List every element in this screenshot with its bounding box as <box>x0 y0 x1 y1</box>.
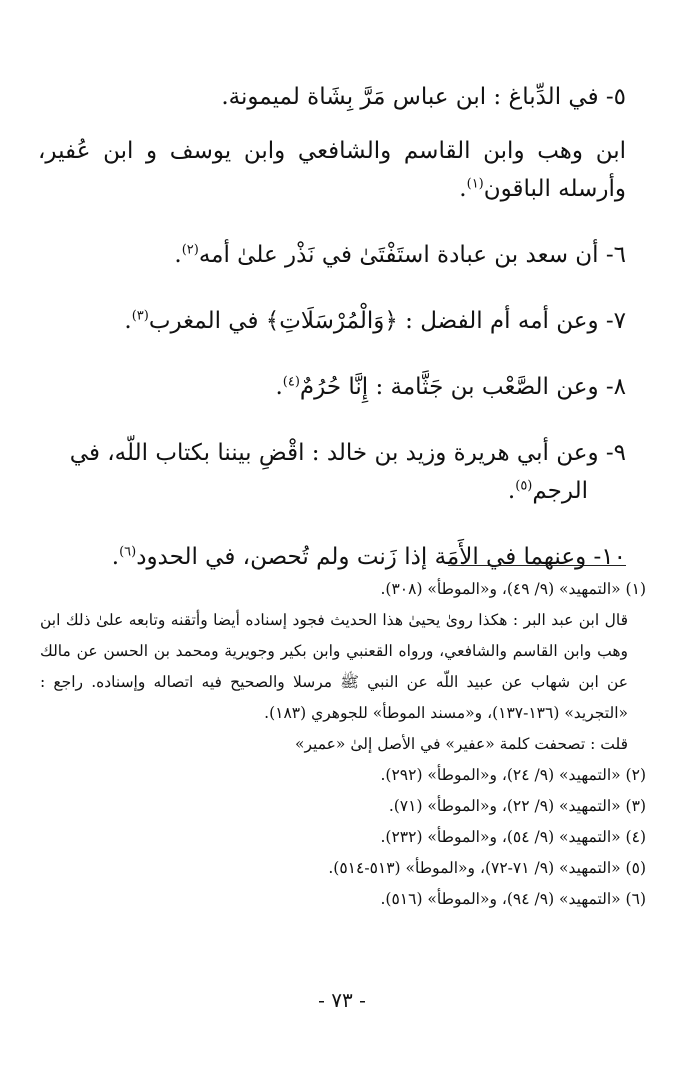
footnote-ref-5[interactable]: (٥) <box>515 478 533 494</box>
footnote-1: (١) «التمهيد» (٩/ ٤٩)، و«الموطأ» (٣٠٨). <box>380 580 646 598</box>
footnote-divider <box>448 565 626 566</box>
footnote-6: (٦) «التمهيد» (٩/ ٩٤)، و«الموطأ» (٥١٦). <box>380 890 646 908</box>
item-9-line-1: ٩- وعن أبي هريرة وزيد بن خالد : اقْضِ بيننا بكتاب اللّه، في <box>69 440 626 466</box>
footnote-ref-6[interactable]: (٦) <box>119 544 137 560</box>
footnotes <box>40 574 646 915</box>
footnote-ref-4[interactable]: (٤) <box>282 374 300 390</box>
page-number: - ٧٣ - <box>318 988 366 1012</box>
item-9-line-2: الرجم$^{(٥)}$. <box>507 478 588 504</box>
footnote-1-note: قلت : تصحفت كلمة «عفير» في الأصل إلىٰ «عمير» <box>294 735 628 753</box>
main-text <box>38 78 626 576</box>
item-5-mursal: وأرسله الباقون <box>483 176 626 202</box>
item-5-line-2 <box>38 132 626 170</box>
footnote-ref-1[interactable]: (١) <box>466 176 484 192</box>
item-5-line-3: وأرسله الباقون$^{(١)}$. <box>459 176 626 202</box>
item-5-text: ٥- في الدِّباغ : ابن عباس مَرَّ بِشَاة لميمونة. <box>221 84 626 110</box>
footnote-1-comment: قال ابن عبد البر : هكذا روىٰ يحيىٰ هذا الحديث فجود إسناده أيضا وأتقنه وتابعه علىٰ ذلك ابن وهب وابن القاسم والشافعي، ورواه القعنبي وابن بكير وجويرية ومحمد بن الحسن عن مالك عن ابن شهاب عن عبيد اللّه عن النبي ﷺ مرسلا والصحيح فيه اتصاله وإسناده. راجع : «التجريد» (١٣٦-١٣٧)، و«مسند الموطأ» للجوهري (١٨٣). <box>40 611 628 722</box>
item-5-narrators: ابن وهب وابن القاسم والشافعي وابن يوسف و ابن عُفير، <box>38 138 626 164</box>
footnote-4: (٤) «التمهيد» (٩/ ٥٤)، و«الموطأ» (٢٣٢). <box>380 828 646 846</box>
footnote-ref-3[interactable]: (٣) <box>131 308 149 324</box>
footnote-ref-2[interactable]: (٢) <box>181 242 199 258</box>
item-10: ١٠- وعنهما في الأَمَة إذا زَنت ولم تُحصن، في الحدود$^{(٦)}$. <box>111 544 626 570</box>
footnote-2: (٢) «التمهيد» (٩/ ٢٤)، و«الموطأ» (٢٩٢). <box>380 766 646 784</box>
item-7: ٧- وعن أمه أم الفضل : ﴿وَالْمُرْسَلَاتِ﴾ في المغرب$^{(٣)}$. <box>124 308 626 334</box>
item-6: ٦- أن سعد بن عبادة استَفْتَىٰ في نَذْر علىٰ أمه$^{(٢)}$. <box>174 242 626 268</box>
footnote-5: (٥) «التمهيد» (٩/ ٧١-٧٢)، و«الموطأ» (٥١٣-٥١٤). <box>328 859 646 877</box>
footnote-3: (٣) «التمهيد» (٩/ ٢٢)، و«الموطأ» (٧١). <box>388 797 646 815</box>
item-8: ٨- وعن الصَّعْب بن جَثَّامة : إِنَّا حُرُمٌ$^{(٤)}$. <box>275 374 626 400</box>
item-5-line-1 <box>38 78 626 116</box>
